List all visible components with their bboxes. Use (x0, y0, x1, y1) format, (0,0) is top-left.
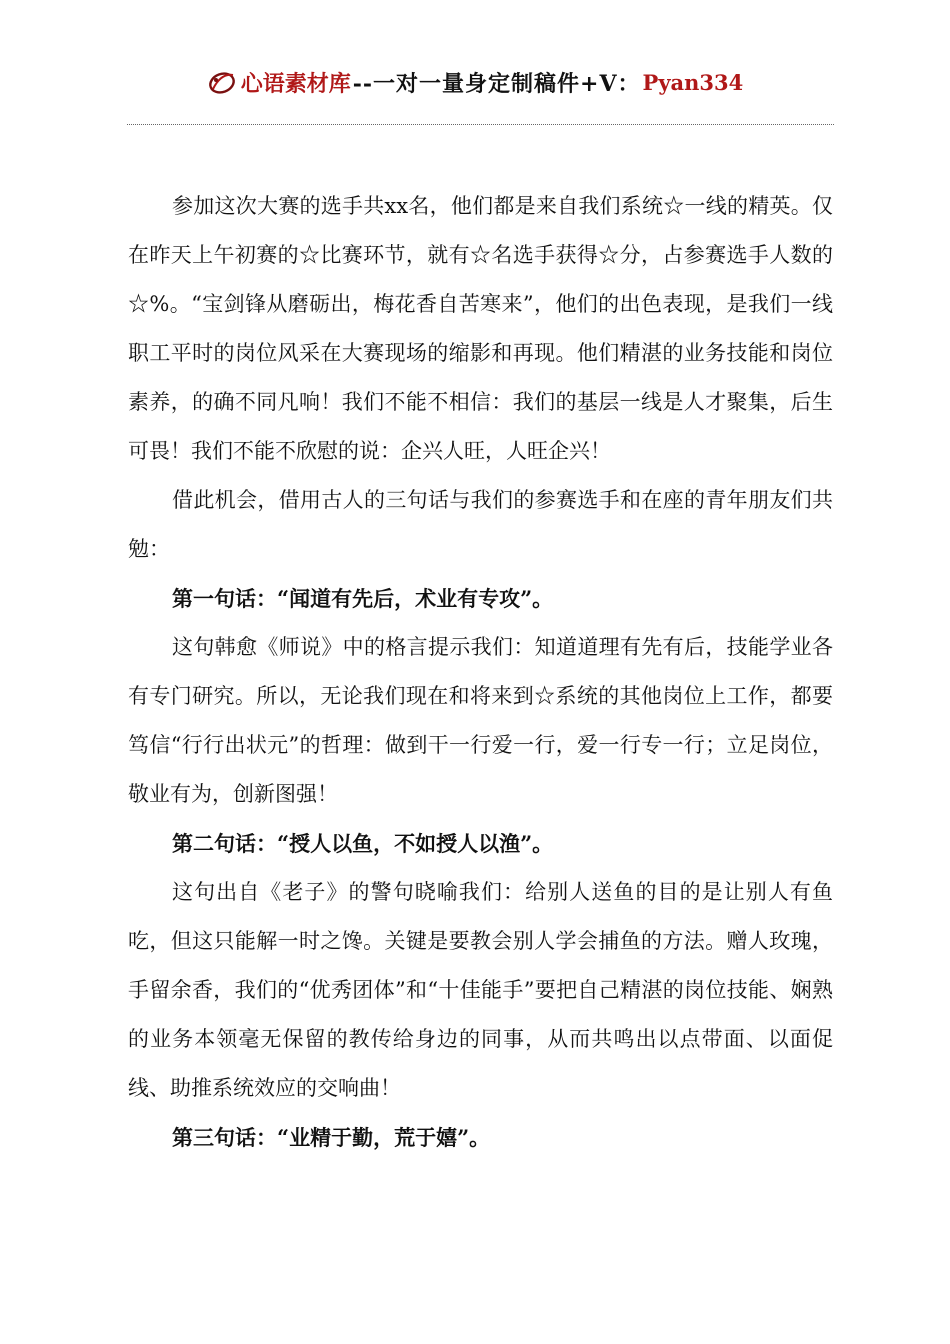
header-divider (127, 124, 834, 125)
heading-3: 第三句话：“业精于勤，荒于嬉”。 (172, 1125, 491, 1150)
header-slogan: --一对一量身定制稿件+V： (352, 70, 641, 97)
logo-icon (207, 67, 237, 97)
paragraph-3: 这句韩愈《师说》中的格言提示我们：知道道理有先有后，技能学业各有专门研究。所以，无论我们现在和将来到☆系统的其他岗位上工作，都要笃信“行行出状元”的哲理：做到干一行爱一行，爱一行专一行；立足岗位，敬业有为，创新图强！ (128, 635, 833, 806)
heading-2: 第二句话：“授人以鱼，不如授人以渔”。 (172, 831, 554, 856)
paragraph-1: 参加这次大赛的选手共xx名，他们都是来自我们系统☆一线的精英。仅在昨天上午初赛的☆比赛环节，就有☆名选手获得☆分，占参赛选手人数的☆%。“宝剑锋从磨砺出，梅花香自苦寒来”，他们的出色表现，是我们一线职工平时的岗位风采在大赛现场的缩影和再现。他们精湛的业务技能和岗位素养，的确不同凡响！我们不能不相信：我们的基层一线是人才聚集，后生可畏！我们不能不欣慰的说：企兴人旺，人旺企兴！ (128, 194, 833, 463)
heading-1: 第一句话：“闻道有先后，术业有专攻”。 (172, 586, 554, 611)
page-header (0, 62, 950, 102)
contact-id: Pyan334 (642, 69, 744, 95)
paragraph-4: 这句出自《老子》的警句晓喻我们：给别人送鱼的目的是让别人有鱼吃，但这只能解一时之馋。关键是要教会别人学会捕鱼的方法。赠人玫瑰，手留余香，我们的“优秀团体”和“十佳能手”要把自己精湛的岗位技能、娴熟的业务本领毫无保留的教传给身边的同事，从而共鸣出以点带面、以面促线、助推系统效应的交响曲！ (128, 880, 833, 1100)
brand-name: 心语素材库 (240, 70, 351, 97)
document-body (128, 182, 833, 1162)
paragraph-2: 借此机会，借用古人的三句话与我们的参赛选手和在座的青年朋友们共勉： (128, 488, 833, 561)
